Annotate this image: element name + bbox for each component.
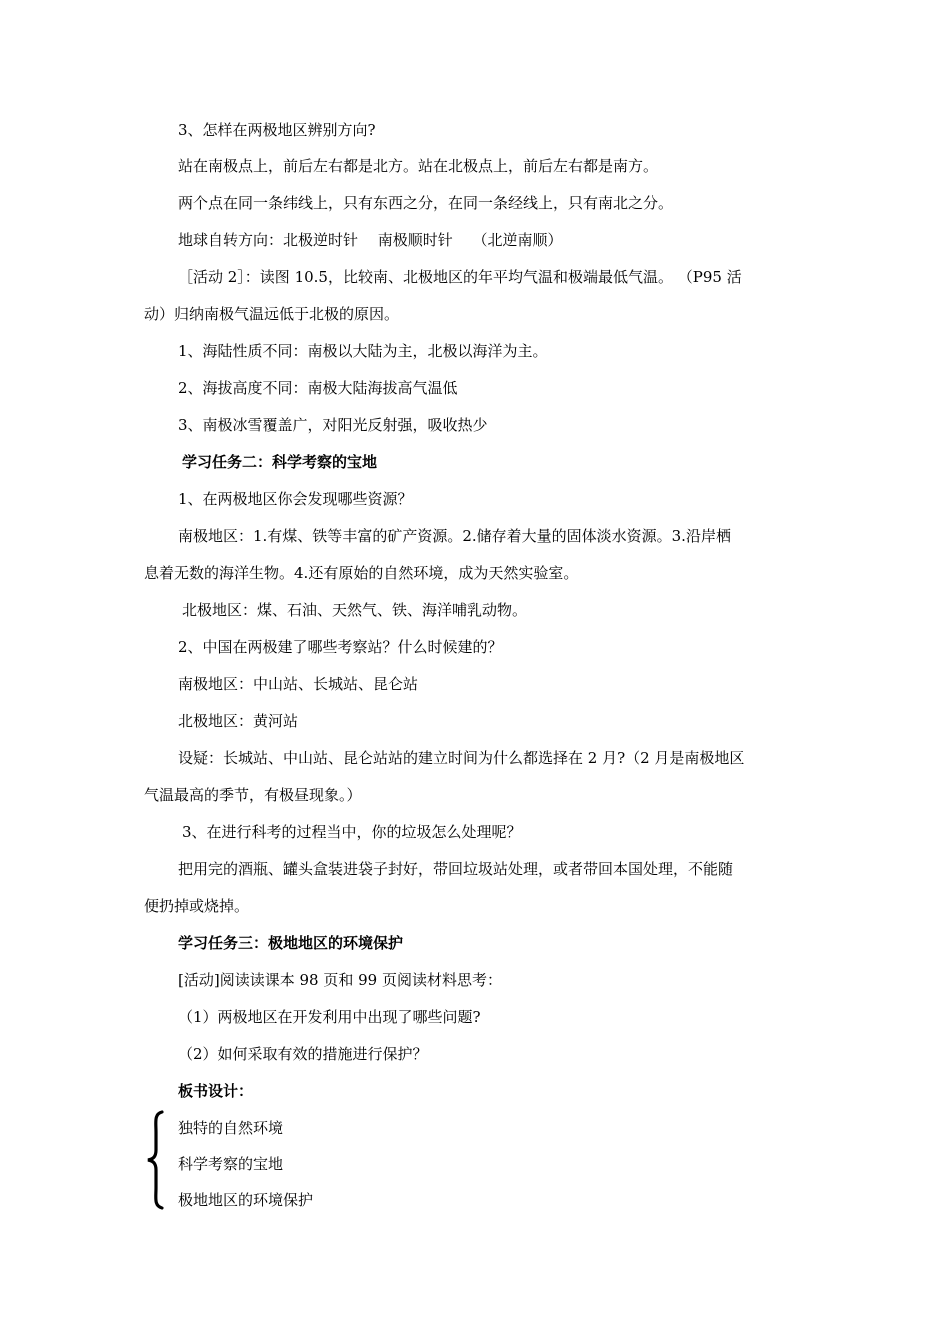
paragraph: 站在南极点上，前后左右都是北方。站在北极点上，前后左右都是南方。	[178, 157, 659, 175]
question: 3、在进行科考的过程当中，你的垃圾怎么处理呢？	[182, 823, 522, 841]
paragraph: 把用完的酒瓶、罐头盒装进袋子封好，带回垃圾站处理，或者带回本国处理，不能随	[178, 860, 734, 878]
paragraph-cont: 气温最高的季节，有极昼现象。）	[144, 786, 362, 804]
activity-2-line-cont: 动）归纳南极气温远低于北极的原因。	[144, 305, 400, 323]
activity-line: [活动]阅读读课本 98 页和 99 页阅读材料思考：	[178, 971, 502, 989]
board-item: 极地地区的环境保护	[178, 1191, 314, 1209]
section-heading: 学习任务二：科学考察的宝地	[182, 453, 378, 471]
list-item: 3、南极冰雪覆盖广，对阳光反射强，吸收热少	[178, 416, 488, 434]
curly-brace-icon	[145, 1110, 167, 1210]
paragraph: 北极地区：煤、石油、天然气、铁、海洋哺乳动物。	[182, 601, 528, 619]
activity-2-line: ［活动 2］：读图 10.5，比较南、北极地区的年平均气温和极端最低气温。 （P95 活	[178, 268, 742, 286]
board-item: 科学考察的宝地	[178, 1155, 284, 1173]
paragraph-cont: 息着无数的海洋生物。4.还有原始的自然环境，成为天然实验室。	[144, 564, 579, 582]
board-item: 独特的自然环境	[178, 1119, 284, 1137]
list-item: 2、海拔高度不同：南极大陆海拔高气温低	[178, 379, 458, 397]
paragraph: 两个点在同一条纬线上，只有东西之分，在同一条经线上，只有南北之分。	[178, 194, 674, 212]
section-heading: 板书设计：	[178, 1082, 254, 1100]
list-item: 1、海陆性质不同：南极以大陆为主，北极以海洋为主。	[178, 342, 548, 360]
paragraph: 南极地区：1.有煤、铁等丰富的矿产资源。2.储存着大量的固体淡水资源。3.沿岸栖	[178, 527, 731, 545]
list-item: （1）两极地区在开发利用中出现了哪些问题?	[178, 1008, 481, 1026]
question: 2、中国在两极建了哪些考察站？什么时候建的？	[178, 638, 503, 656]
section-heading: 学习任务三：极地地区的环境保护	[178, 934, 404, 952]
paragraph: 北极地区：黄河站	[178, 712, 299, 730]
paragraph: 设疑：长城站、中山站、昆仑站站的建立时间为什么都选择在 2 月?（2 月是南极地区	[178, 749, 745, 767]
paragraph: 地球自转方向：北极逆时针 南极顺时针 （北逆南顺）	[178, 231, 563, 249]
list-item: （2）如何采取有效的措施进行保护？	[178, 1045, 428, 1063]
question: 1、在两极地区你会发现哪些资源？	[178, 490, 413, 508]
paragraph: 南极地区：中山站、长城站、昆仑站	[178, 675, 419, 693]
question-3-heading: 3、怎样在两极地区辨别方向?	[178, 121, 376, 139]
paragraph-cont: 便扔掉或烧掉。	[144, 897, 250, 915]
